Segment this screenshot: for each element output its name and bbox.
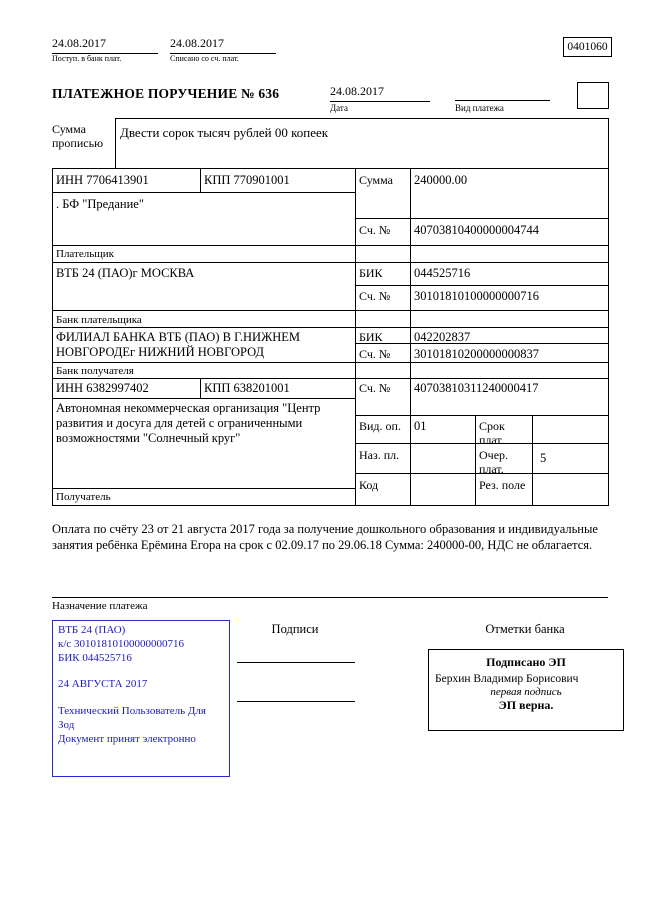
amount-value: 240000.00 [414, 173, 468, 187]
code-label: Код [359, 478, 379, 492]
payer-bank-section-label: Банк плательщика [56, 314, 142, 326]
grid-line-h [355, 415, 609, 416]
stamp-line [58, 665, 224, 678]
payer-bank-bik-value: 044525716 [414, 266, 471, 280]
payment-table [52, 118, 609, 506]
grid-line-h [52, 327, 609, 328]
bank-marks-header: Отметки банка [485, 622, 565, 636]
amount-label: Сумма [359, 173, 393, 187]
grid-line-h [52, 362, 609, 363]
payer-section-label: Плательщик [56, 248, 114, 260]
form-code-box: 0401060 [563, 37, 612, 57]
grid-line-v [200, 168, 201, 192]
grid-line-h [52, 488, 355, 489]
bank-stamp-box [52, 620, 230, 777]
payee-inn: ИНН 6382997402 [56, 381, 149, 395]
ep-signed-label: Подписано ЭП [486, 655, 566, 669]
ep-stamp-box [428, 649, 624, 731]
stamp-line [58, 692, 224, 705]
reserve-field-label: Рез. поле [479, 478, 526, 492]
amount-words-label: Сумма прописью [52, 122, 104, 151]
grid-line-h [355, 218, 609, 219]
payer-kpp: КПП 770901001 [204, 173, 290, 187]
purpose-code-label: Наз. пл. [359, 448, 400, 462]
stamp-line: Зод [58, 718, 75, 731]
debited-date: 24.08.2017 [170, 36, 276, 54]
stamp-line: БИК 044525716 [58, 651, 132, 664]
signatures-header: Подписи [271, 622, 319, 636]
ep-valid-label: ЭП верна. [498, 698, 554, 712]
grid-line-h [52, 245, 609, 246]
op-type-value: 01 [414, 419, 427, 433]
grid-line-v [200, 378, 201, 398]
payee-section-label: Получатель [56, 491, 111, 503]
payer-bank-account-value: 30101810100000000716 [414, 289, 539, 303]
header-code-box [577, 82, 609, 109]
received-date: 24.08.2017 [52, 36, 158, 54]
doc-title: ПЛАТЕЖНОЕ ПОРУЧЕНИЕ № 636 [52, 86, 280, 101]
grid-line-h [52, 378, 609, 379]
grid-line-h [52, 192, 355, 193]
signature-line-1 [237, 662, 355, 663]
grid-line-h [355, 343, 609, 344]
payer-inn: ИНН 7706413901 [56, 173, 149, 187]
payee-account-value: 40703810311240000417 [414, 381, 539, 395]
grid-line-h [52, 398, 355, 399]
payer-bank-name: ВТБ 24 (ПАО)г МОСКВА [56, 266, 195, 280]
priority-label: Очер. плат. [479, 448, 509, 477]
purpose-label: Назначение платежа [52, 600, 148, 612]
grid-line-h [355, 285, 609, 286]
payee-bank-account-label: Сч. № [359, 347, 391, 361]
doc-date: 24.08.2017 [330, 84, 430, 102]
stamp-line: 24 АВГУСТА 2017 [58, 678, 148, 691]
payer-account-label: Сч. № [359, 223, 391, 237]
stamp-line: ВТБ 24 (ПАО) [58, 624, 126, 636]
grid-line-v [52, 168, 53, 505]
purpose-underline [52, 597, 608, 598]
grid-line-v [115, 118, 116, 168]
payer-account-value: 40703810400000004744 [414, 223, 539, 237]
ep-signer-name: Берхин Владимир Борисович [435, 673, 579, 685]
payee-kpp: КПП 638201001 [204, 381, 290, 395]
payee-bank-section-label: Банк получателя [56, 365, 134, 377]
payee-bank-account-value: 30101810200000000837 [414, 347, 539, 361]
grid-line-h [52, 505, 609, 506]
op-type-label: Вид. оп. [359, 419, 401, 433]
signature-line-2 [237, 701, 355, 702]
purpose-text: Оплата по счёту 23 от 21 августа 2017 года за получение дошкольного образования и индивидуальные занятия ребёнка Ерёмина Егора на срок с 02.09.17 по 29.06.18 Сумма: 240000-00, НДС не облагается. [52, 522, 598, 553]
payer-bank-bik-label: БИК [359, 266, 383, 280]
payment-type-underline [455, 100, 550, 101]
payer-name: . БФ "Предание" [56, 197, 144, 211]
payee-account-label: Сч. № [359, 381, 391, 395]
amount-words-value: Двести сорок тысяч рублей 00 копеек [120, 125, 329, 140]
term-label: Срок плат. [479, 419, 505, 448]
payee-bank-bik-label: БИК [359, 330, 383, 344]
grid-line-v [608, 118, 609, 505]
debited-date-label: Списано со сч. плат. [170, 54, 239, 63]
stamp-line: Документ принят электронно [58, 732, 196, 745]
grid-line-h [52, 310, 609, 311]
payee-bank-bik-value: 042202837 [414, 330, 471, 344]
stamp-line: Технический Пользователь Для [58, 705, 206, 717]
priority-value: 5 [540, 451, 547, 465]
payer-bank-account-label: Сч. № [359, 289, 391, 303]
grid-line-h [52, 262, 609, 263]
grid-line-h [115, 118, 609, 119]
grid-line-v [355, 168, 356, 505]
stamp-line: к/с 30101810100000000716 [58, 637, 185, 650]
payment-type-label: Вид платежа [455, 103, 504, 113]
grid-line-h [52, 168, 609, 169]
received-date-label: Поступ. в банк плат. [52, 54, 122, 63]
grid-line-v [475, 415, 476, 505]
ep-first-signature-label: первая подпись [490, 686, 562, 698]
grid-line-v [410, 168, 411, 505]
doc-date-label: Дата [330, 103, 348, 113]
payee-bank-name: ФИЛИАЛ БАНКА ВТБ (ПАО) В Г.НИЖНЕМ НОВГОРОДЕг НИЖНИЙ НОВГОРОД [56, 330, 301, 359]
payee-name: Автономная некоммерческая организация "Центр развития и досуга для детей с ограниченными возможностями "Солнечный круг" [56, 401, 321, 445]
